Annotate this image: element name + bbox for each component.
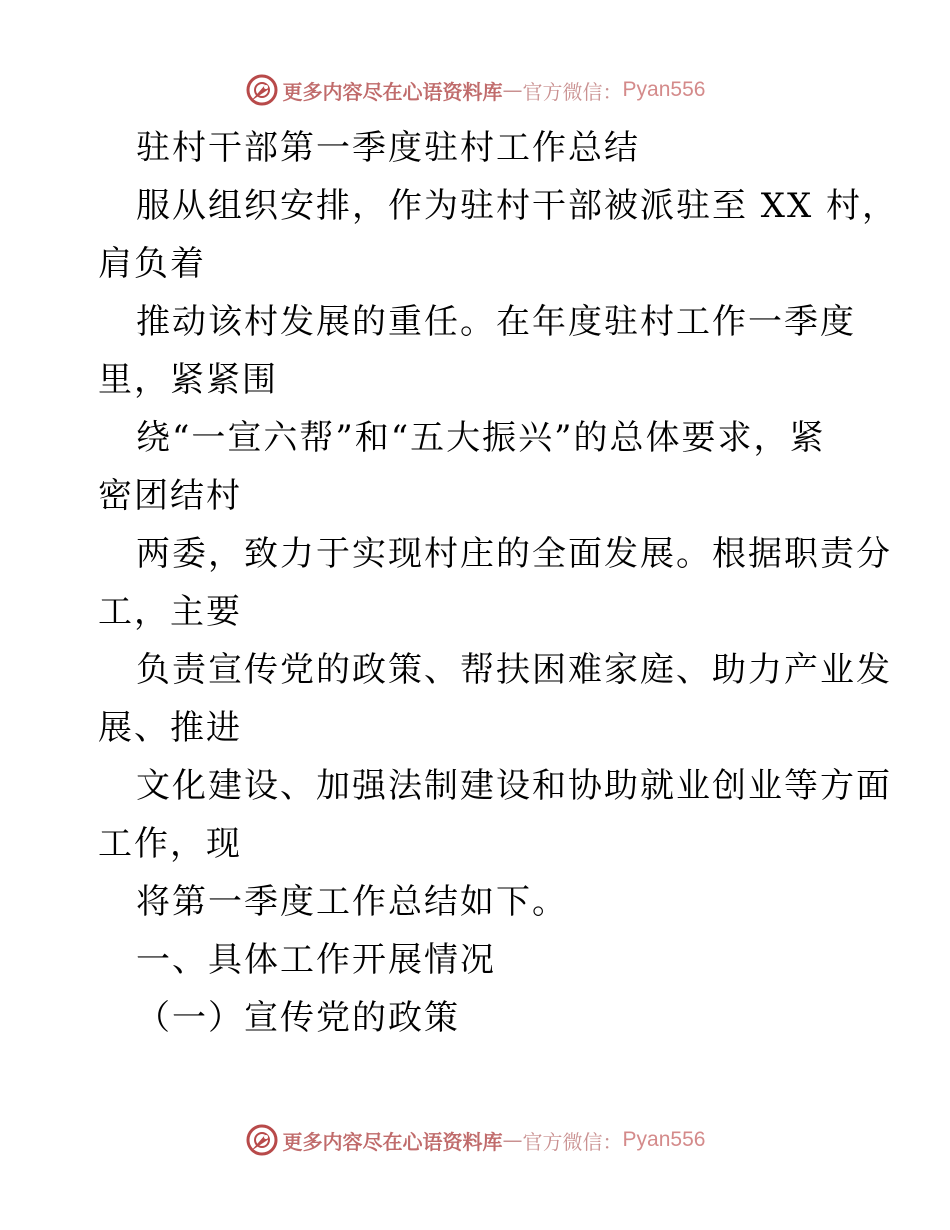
paragraph-line: 将第一季度工作总结如下。 [136, 882, 568, 922]
banner-slogan: 更多内容尽在心语资料库 [282, 79, 503, 104]
footer-banner [0, 1120, 950, 1160]
pen-nib-logo-icon [245, 73, 279, 107]
paragraph-line: 展、推进 [98, 708, 242, 748]
paragraph-line: 工作，现 [98, 824, 242, 864]
paragraph-line: 绕“一宣六帮”和“五大振兴”的总体要求，紧 [136, 418, 826, 458]
banner-wechat-id: Pyan556 [622, 78, 706, 101]
pen-nib-logo-icon [245, 1123, 279, 1157]
paragraph-line: 工，主要 [98, 592, 242, 632]
section-heading: 一、具体工作开展情况 [136, 940, 496, 980]
document-title: 驻村干部第一季度驻村工作总结 [136, 128, 640, 168]
banner-wechat-id: Pyan556 [622, 1128, 706, 1151]
banner-wechat-label: 官方微信： [522, 1129, 623, 1154]
banner-slogan: 更多内容尽在心语资料库 [282, 1129, 503, 1154]
paragraph-line: 里，紧紧围 [98, 360, 278, 400]
banner-separator: — [502, 78, 523, 102]
header-banner [0, 70, 950, 110]
paragraph-line: 肩负着 [98, 244, 206, 284]
banner-separator: — [502, 1128, 523, 1152]
paragraph-line: 密团结村 [98, 476, 242, 516]
paragraph-line: 服从组织安排，作为驻村干部被派驻至 XX 村， [136, 186, 899, 226]
paragraph-line: 文化建设、加强法制建设和协助就业创业等方面 [136, 766, 892, 806]
paragraph-line: 推动该村发展的重任。在年度驻村工作一季度 [136, 302, 856, 342]
paragraph-line: 两委，致力于实现村庄的全面发展。根据职责分 [136, 534, 892, 574]
subsection-heading: （一）宣传党的政策 [136, 998, 460, 1038]
banner-wechat-label: 官方微信： [522, 79, 623, 104]
paragraph-line: 负责宣传党的政策、帮扶困难家庭、助力产业发 [136, 650, 892, 690]
